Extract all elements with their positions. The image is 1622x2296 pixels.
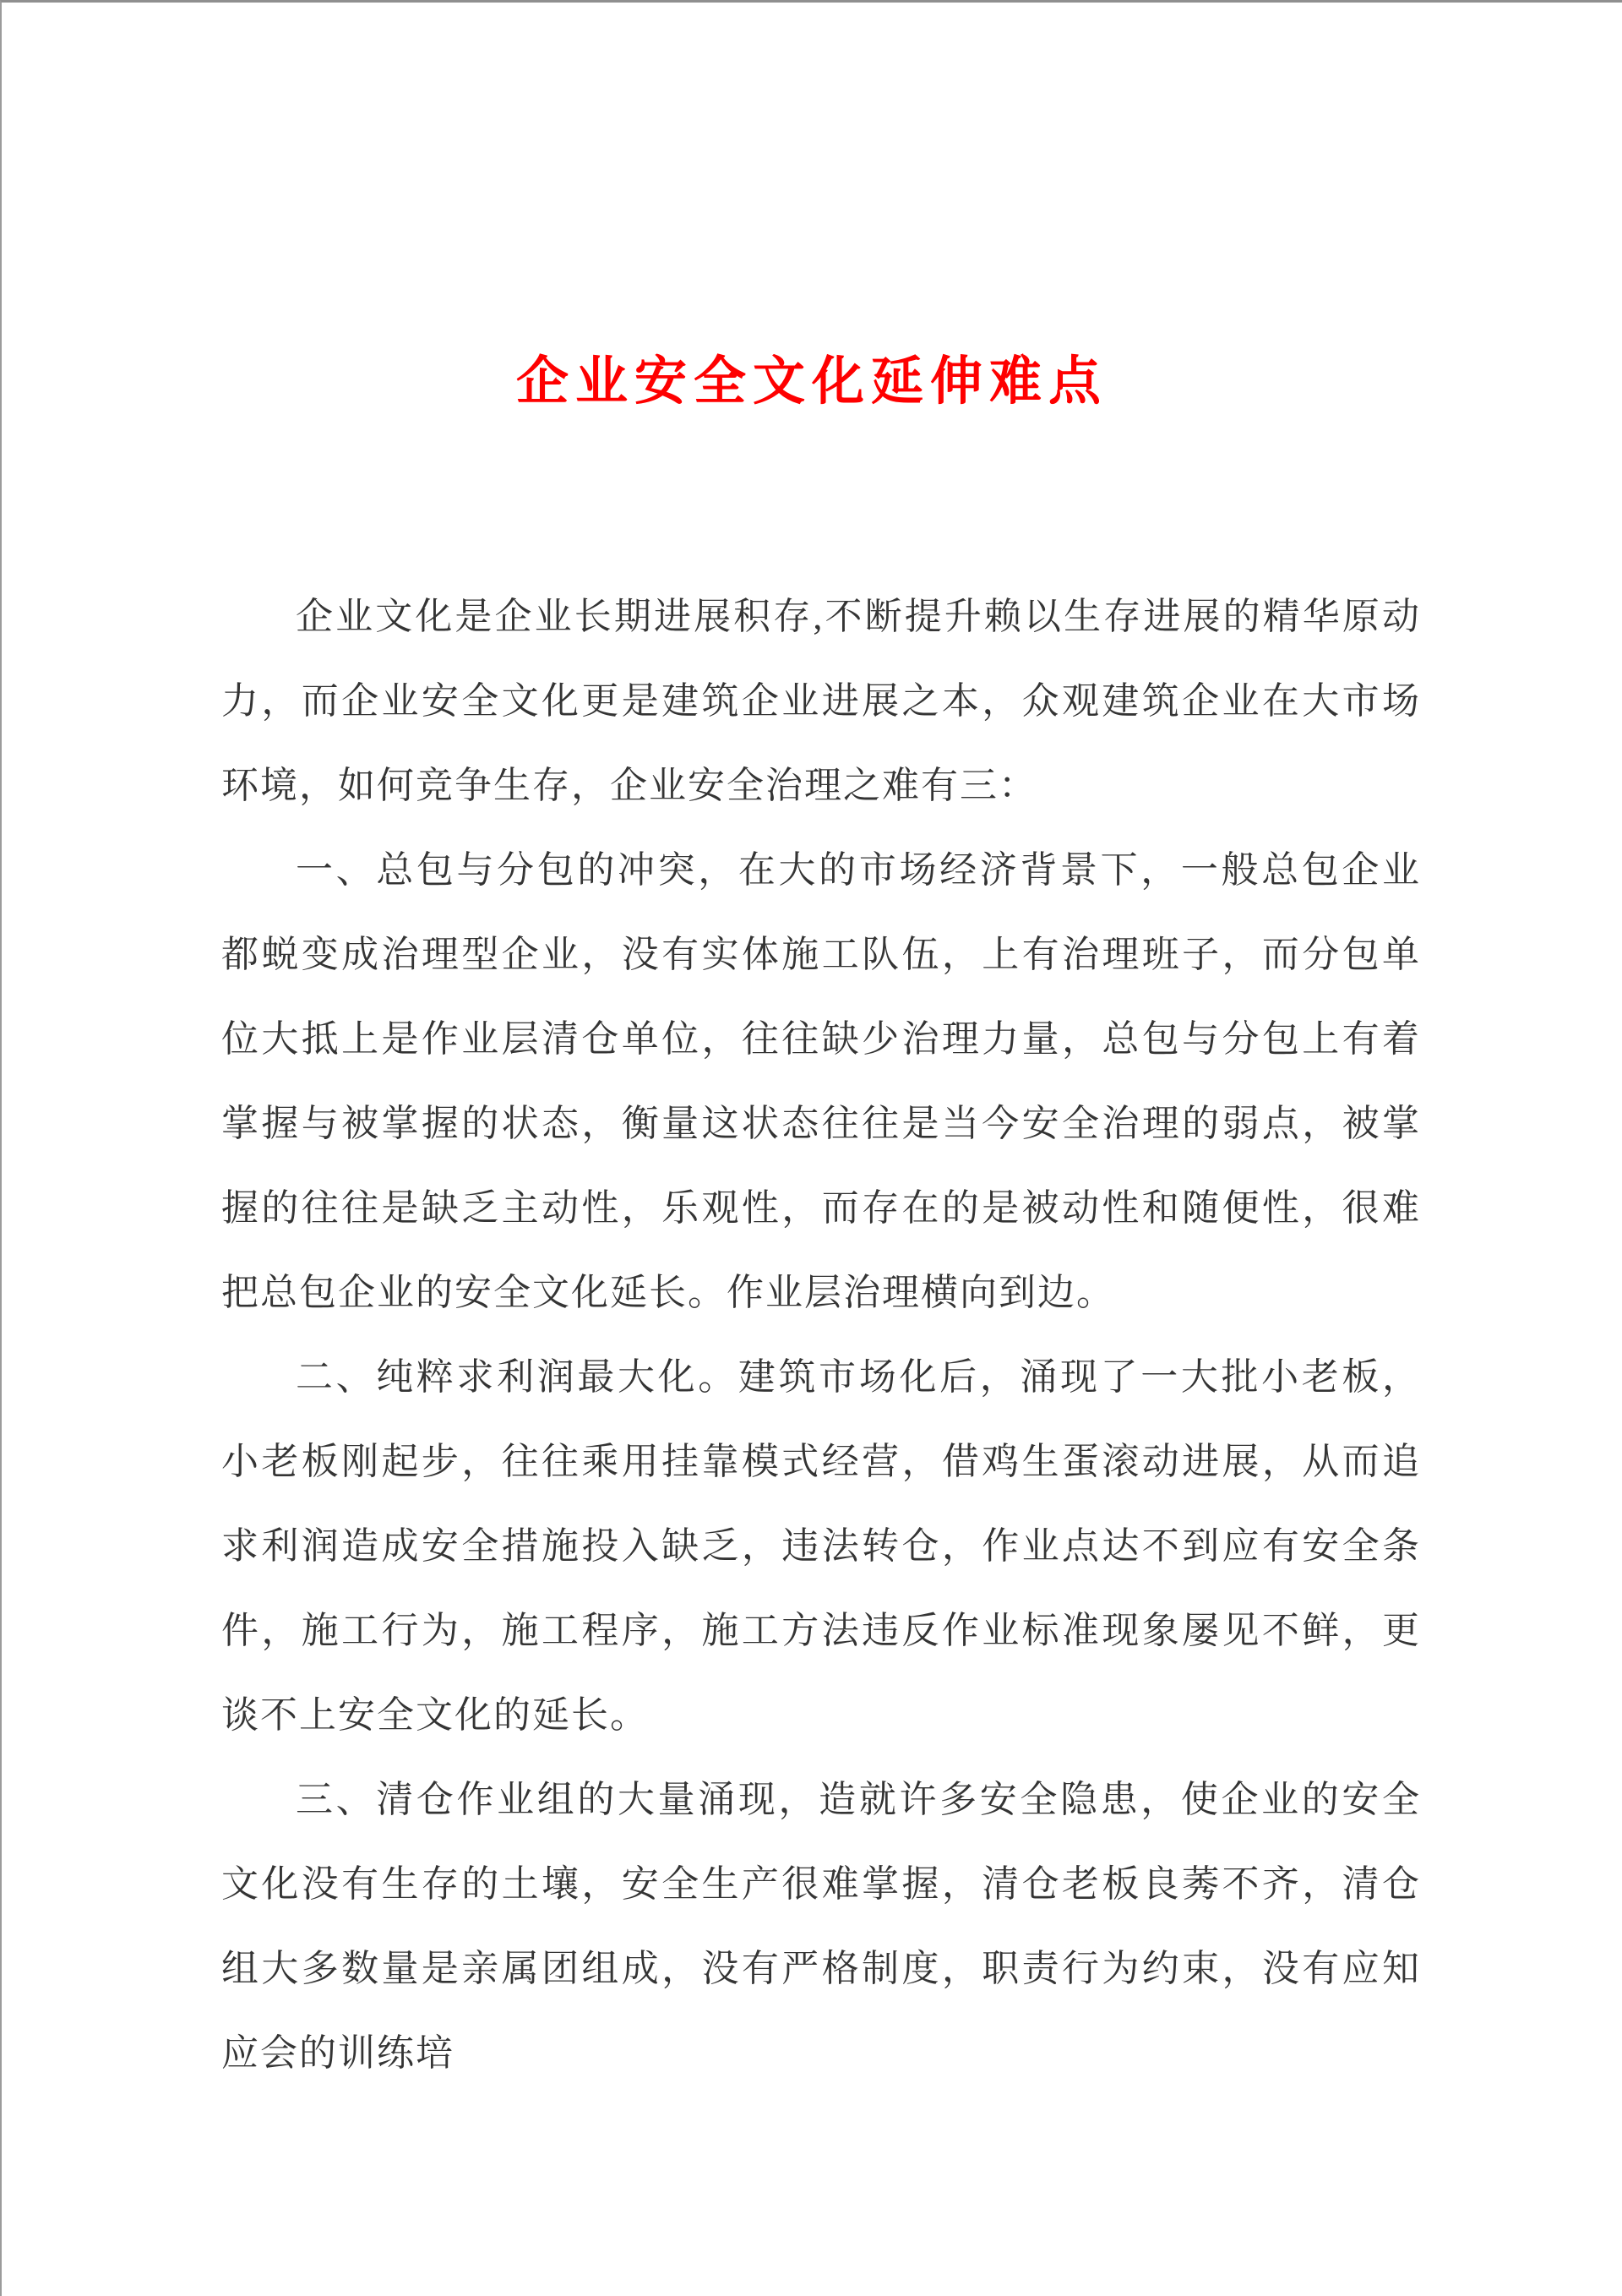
paragraph: 一、总包与分包的冲突，在大的市场经济背景下，一般总包企业都蜕变成治理型企业，没有实体施工队伍，上有治理班子，而分包单位大抵上是作业层清仓单位，往往缺少治理力量，总包与分包上有着掌握与被掌握的状态，衡量这状态往往是当今安全治理的弱点，被掌握的往往是缺乏主动性，乐观性，而存在的是被动性和随便性，很难把总包企业的安全文化延长。作业层治理横向到边。: [221, 849, 1421, 1313]
paragraph: 二、纯粹求利润最大化。建筑市场化后，涌现了一大批小老板，小老板刚起步，往往乘用挂靠模式经营，借鸡生蛋滚动进展，从而追求利润造成安全措施投入缺乏，违法转仓，作业点达不到应有安全条件，施工行为，施工程序，施工方法违反作业标准现象屡见不鲜，更谈不上安全文化的延长。: [221, 1356, 1421, 1736]
document-body: [2, 575, 1622, 2096]
paragraph: 三、清仓作业组的大量涌现，造就许多安全隐患，使企业的安全文化没有生存的土壤，安全生产很难掌握，清仓老板良莠不齐，清仓组大多数量是亲属团组成，没有严格制度，职责行为约束，没有应知应会的训练培: [221, 1779, 1421, 2074]
document-title: 企业安全文化延伸难点: [515, 353, 1108, 411]
paragraph: 企业文化是企业长期进展积存,不断提升赖以生存进展的精华原动力，而企业安全文化更是建筑企业进展之本，众观建筑企业在大市场环境，如何竞争生存，企业安全治理之难有三：: [221, 596, 1421, 806]
